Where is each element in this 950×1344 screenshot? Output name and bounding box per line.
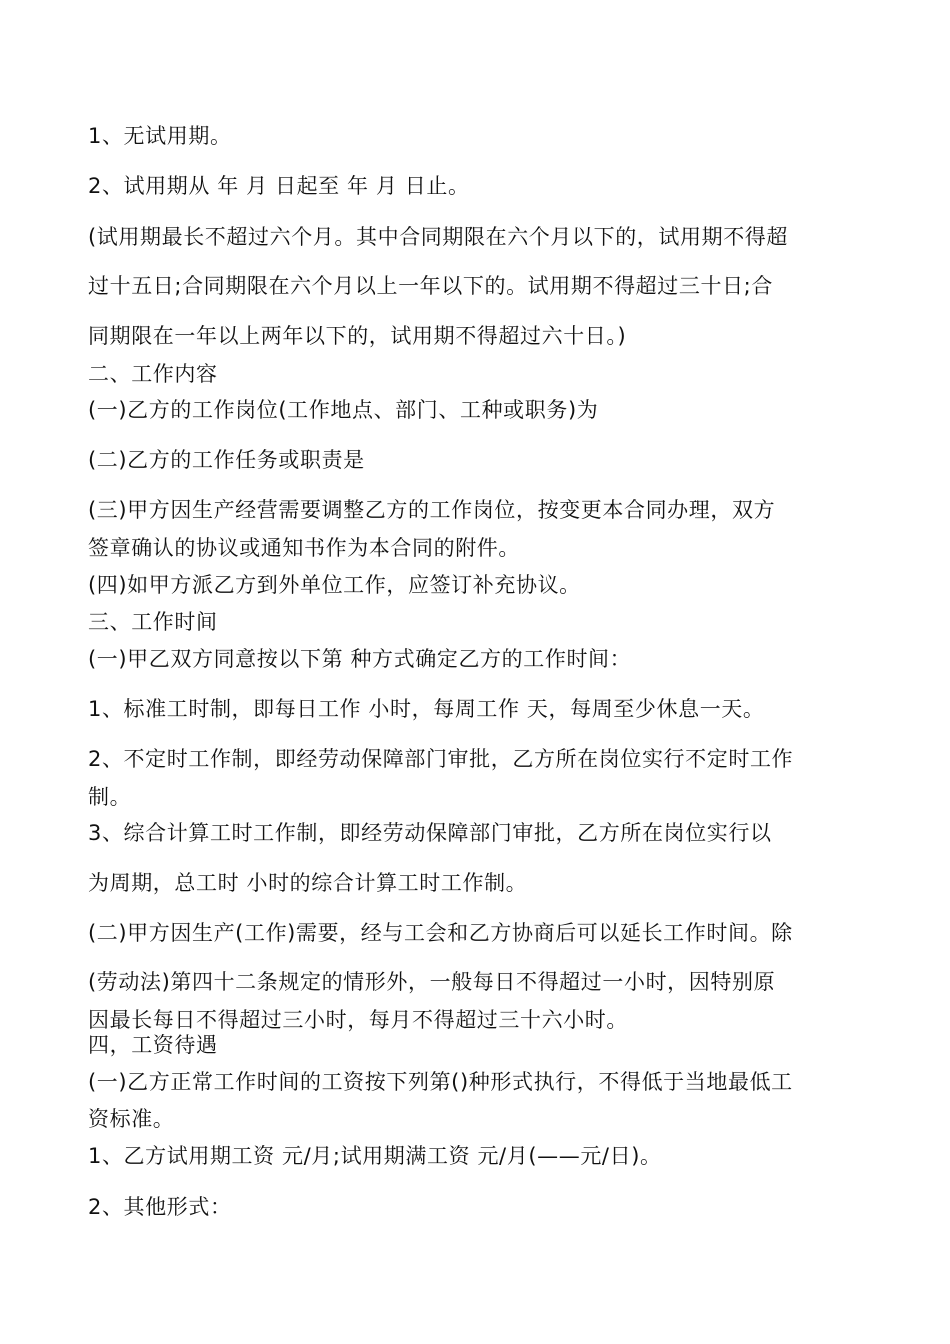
- section-heading: 四，工资待遇: [88, 1033, 218, 1057]
- text-line: (一)甲乙双方同意按以下第 种方式确定乙方的工作时间：: [88, 647, 632, 671]
- text-line: 3、综合计算工时工作制，即经劳动保障部门审批，乙方所在岗位实行以: [88, 821, 772, 845]
- text-line: 2、其他形式：: [88, 1195, 232, 1219]
- section-heading: 三、工作时间: [88, 610, 218, 634]
- text-line: 签章确认的协议或通知书作为本合同的附件。: [88, 536, 520, 560]
- text-line: 为周期，总工时 小时的综合计算工时工作制。: [88, 871, 528, 895]
- text-line: 过十五日;合同期限在六个月以上一年以下的。试用期不得超过三十日;合: [88, 274, 773, 298]
- text-line: (一)乙方正常工作时间的工资按下列第()种形式执行，不得低于当地最低工: [88, 1070, 793, 1094]
- text-line: 因最长每日不得超过三小时，每月不得超过三十六小时。: [88, 1008, 628, 1032]
- text-line: (四)如甲方派乙方到外单位工作，应签订补充协议。: [88, 573, 581, 597]
- text-line: (一)乙方的工作岗位(工作地点、部门、工种或职务)为: [88, 398, 599, 422]
- text-line: (三)甲方因生产经营需要调整乙方的工作岗位，按变更本合同办理，双方: [88, 498, 776, 522]
- section-heading: 二、工作内容: [88, 362, 218, 386]
- text-line: 2、不定时工作制，即经劳动保障部门审批，乙方所在岗位实行不定时工作: [88, 747, 794, 771]
- text-line: 1、乙方试用期工资 元/月;试用期满工资 元/月(——元/日)。: [88, 1144, 662, 1168]
- text-line: 制。: [88, 785, 132, 809]
- text-line: (试用期最长不超过六个月。其中合同期限在六个月以下的，试用期不得超: [88, 225, 788, 249]
- text-line: 资标准。: [88, 1107, 175, 1131]
- text-line: 1、标准工时制，即每日工作 小时，每周工作 天，每周至少休息一天。: [88, 697, 765, 721]
- text-line: (二)乙方的工作任务或职责是: [88, 448, 365, 472]
- text-line: (劳动法)第四十二条规定的情形外，一般每日不得超过一小时，因特别原: [88, 970, 776, 994]
- text-line: 2、试用期从 年 月 日起至 年 月 日止。: [88, 174, 470, 198]
- text-line: 同期限在一年以上两年以下的，试用期不得超过六十日。): [88, 324, 627, 348]
- text-line: (二)甲方因生产(工作)需要，经与工会和乙方协商后可以延长工作时间。除: [88, 921, 793, 945]
- text-line: 1、无试用期。: [88, 124, 232, 148]
